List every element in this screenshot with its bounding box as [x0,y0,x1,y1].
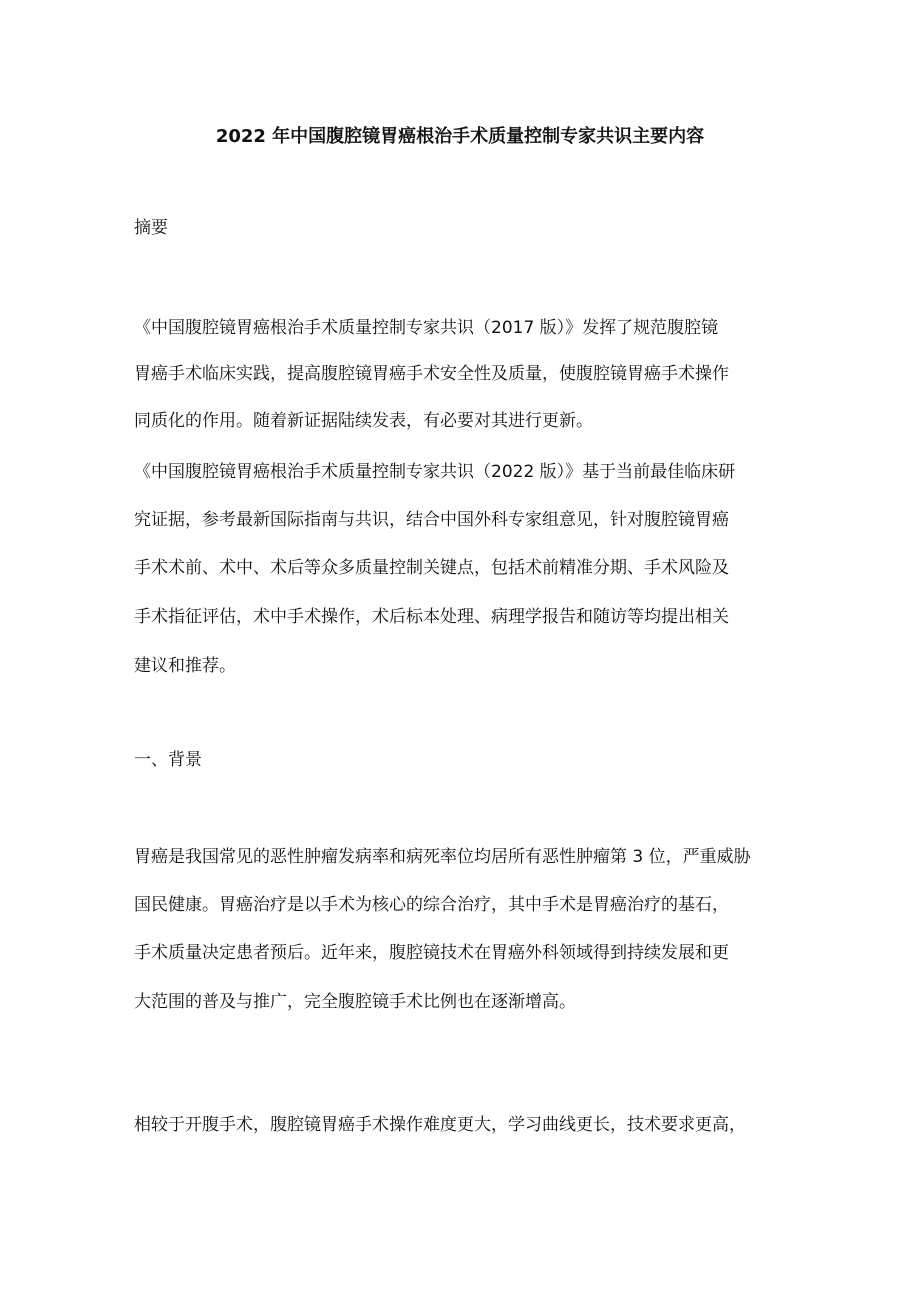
abstract-line: 《中国腹腔镜胃癌根治手术质量控制专家共识（2017 版）》发挥了规范腹腔镜 [134,318,719,338]
abstract-line: 究证据，参考最新国际指南与共识，结合中国外科专家组意见，针对腹腔镜胃癌 [134,510,729,530]
abstract-line: 胃癌手术临床实践，提高腹腔镜胃癌手术安全性及质量，使腹腔镜胃癌手术操作 [134,364,729,384]
abstract-line: 手术术前、术中、术后等众多质量控制关键点，包括术前精准分期、手术风险及 [134,558,729,578]
document-title: 2022 年中国腹腔镜胃癌根治手术质量控制专家共识主要内容 [215,126,705,147]
background-para2-line: 相较于开腹手术，腹腔镜胃癌手术操作难度更大，学习曲线更长，技术要求更高， [134,1115,746,1135]
section-heading-background: 一、背景 [134,750,202,770]
abstract-line: 同质化的作用。随着新证据陆续发表，有必要对其进行更新。 [134,411,593,431]
abstract-line: 建议和推荐。 [134,656,236,676]
abstract-line: 《中国腹腔镜胃癌根治手术质量控制专家共识（2022 版）》基于当前最佳临床研 [134,462,736,482]
background-line: 胃癌是我国常见的恶性肿瘤发病率和病死率位均居所有恶性肿瘤第 3 位，严重威胁 [134,847,751,867]
abstract-line: 手术指征评估，术中手术操作，术后标本处理、病理学报告和随访等均提出相关 [134,607,729,627]
abstract-heading: 摘要 [134,218,168,238]
background-line: 手术质量决定患者预后。近年来，腹腔镜技术在胃癌外科领域得到持续发展和更 [134,943,729,963]
background-line: 大范围的普及与推广，完全腹腔镜手术比例也在逐渐增高。 [134,992,576,1012]
background-line: 国民健康。胃癌治疗是以手术为核心的综合治疗，其中手术是胃癌治疗的基石， [134,895,729,915]
